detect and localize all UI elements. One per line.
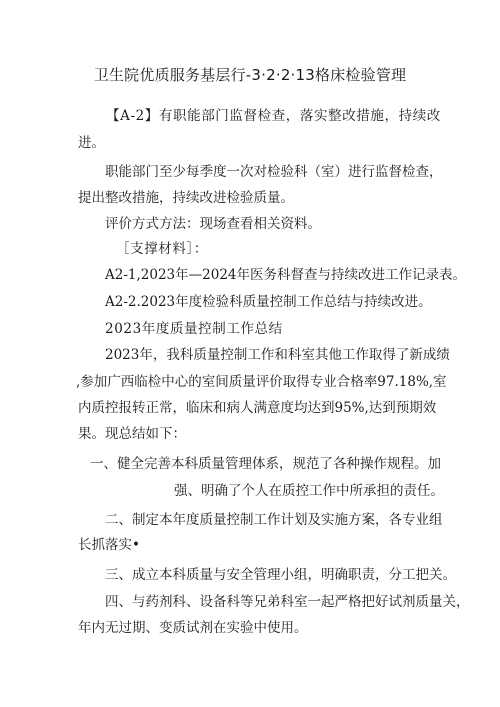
section-heading: 2023年度质量控制工作总结	[105, 321, 283, 337]
list-item: 二、制定本年度质量控制工作计划及实施方案，各专业组	[105, 512, 443, 528]
paragraph-line: 评价方式方法：现场查看相关资料。	[105, 216, 321, 232]
paragraph-line: 果。现总结如下：	[78, 426, 186, 442]
document-title: 卫生院优质服务基层行-3·2·2·13格床检验管理	[93, 66, 407, 84]
paragraph-line: 内质控报转正常，临床和病人满意度均达到95%,达到预期效	[78, 400, 437, 416]
paragraph-line: 【A-2】有职能部门监督检查，落实整改措施，持续改	[106, 108, 441, 124]
paragraph-line: A2-1,2023年—2024年医务科督查与持续改进工作记录表。	[105, 267, 466, 283]
paragraph-line: 职能部门至少每季度一次对检验科（室）进行监督检查，	[105, 164, 443, 180]
paragraph-line: 进。	[78, 135, 105, 151]
paragraph-line: ,参加广西临检中心的室间质量评价取得专业合格率97.18%,室	[76, 374, 447, 390]
list-item: 强、明确了个人在质控工作中所承担的责任。	[174, 483, 444, 499]
paragraph-line: ［支撑材料］：	[116, 241, 208, 257]
list-item: 长抓落实•	[78, 537, 140, 553]
paragraph-line: 2023年，我科质量控制工作和科室其他工作取得了新成绩	[105, 347, 450, 363]
list-item: 四、与药剂科、设备科等兄弟科室一起严格把好试剂质量关，	[105, 594, 470, 610]
list-item: 一、健全完善本科质量管理体系，规范了各种操作规程。加	[90, 456, 441, 472]
paragraph-line: A2-2.2023年度检验科质量控制工作总结与持续改进。	[105, 294, 432, 310]
list-item: 年内无过期、变质试剂在实验中使用。	[78, 620, 308, 636]
list-item: 三、成立本科质量与安全管理小组，明确职责，分工把关。	[105, 567, 456, 583]
paragraph-line: 提出整改措施，持续改进检验质量。	[78, 190, 294, 206]
